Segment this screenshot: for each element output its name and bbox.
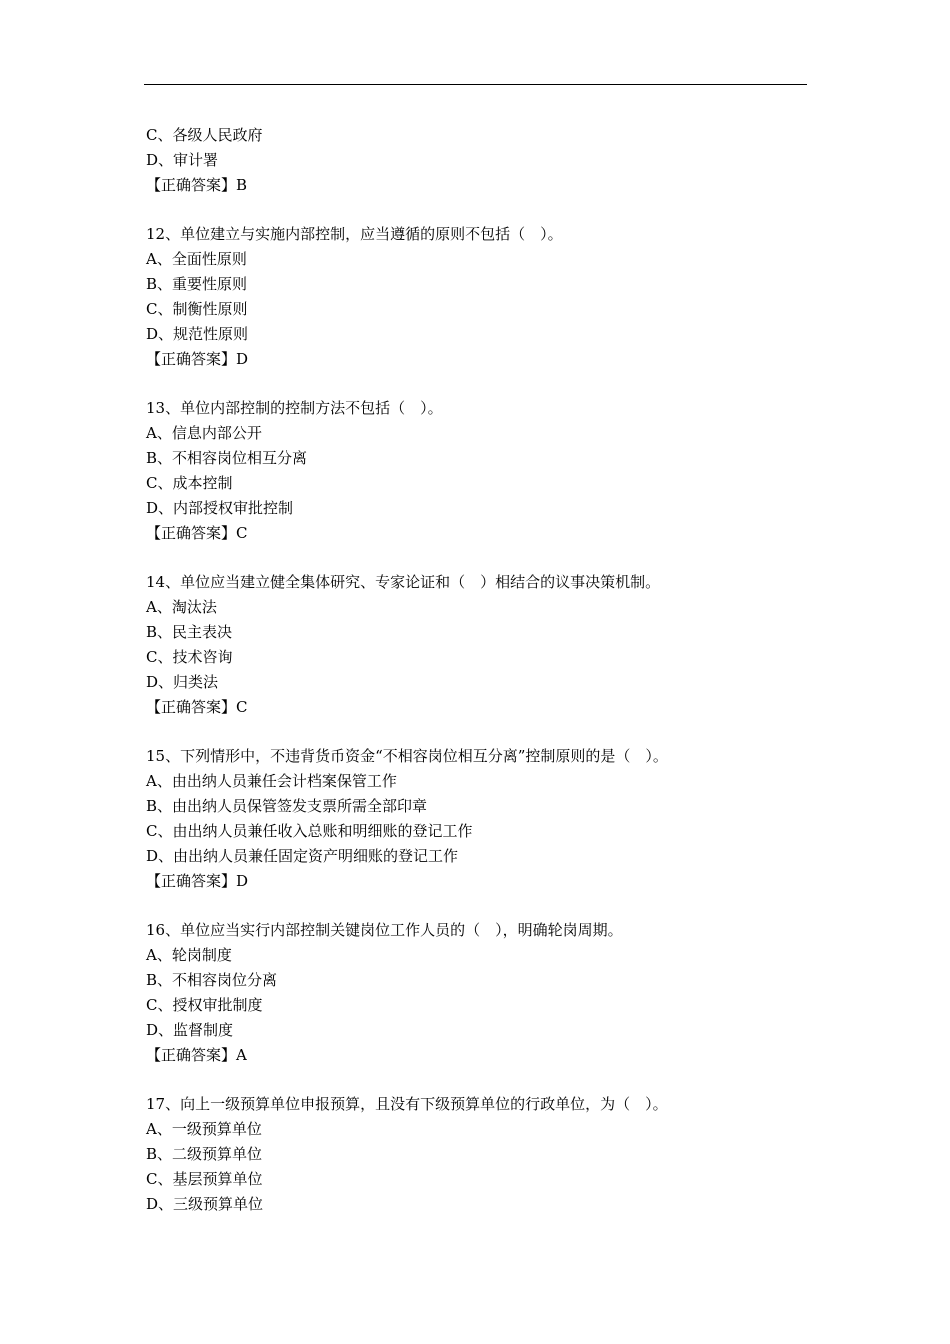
answer: 【正确答案】D xyxy=(146,350,249,368)
answer: 【正确答案】C xyxy=(146,524,248,542)
option: D、内部授权审批控制 xyxy=(146,499,294,517)
option: B、不相容岗位分离 xyxy=(146,971,278,989)
option: C、成本控制 xyxy=(146,474,233,492)
option: A、一级预算单位 xyxy=(146,1120,262,1138)
option: D、审计署 xyxy=(146,151,219,169)
option: B、不相容岗位相互分离 xyxy=(146,449,308,467)
document-body xyxy=(146,123,806,1217)
answer: 【正确答案】D xyxy=(146,872,249,890)
question-stem: 12、单位建立与实施内部控制，应当遵循的原则不包括（ ）。 xyxy=(146,225,563,243)
option: A、轮岗制度 xyxy=(146,946,232,964)
question-stem: 13、单位内部控制的控制方法不包括（ ）。 xyxy=(146,399,443,417)
question-12 xyxy=(146,222,806,372)
question-13 xyxy=(146,396,806,546)
option: C、基层预算单位 xyxy=(146,1170,263,1188)
question-stem: 16、单位应当实行内部控制关键岗位工作人员的（ ），明确轮岗周期。 xyxy=(146,921,623,939)
answer: 【正确答案】A xyxy=(146,1046,247,1064)
question-15 xyxy=(146,744,806,894)
question-stem: 17、向上一级预算单位申报预算，且没有下级预算单位的行政单位，为（ ）。 xyxy=(146,1095,668,1113)
option: D、监督制度 xyxy=(146,1021,234,1039)
answer: 【正确答案】C xyxy=(146,698,248,716)
option: C、授权审批制度 xyxy=(146,996,263,1014)
question-stem: 14、单位应当建立健全集体研究、专家论证和（ ）相结合的议事决策机制。 xyxy=(146,573,661,591)
option: C、制衡性原则 xyxy=(146,300,248,318)
option: D、三级预算单位 xyxy=(146,1195,264,1213)
option: B、民主表决 xyxy=(146,623,233,641)
option: A、信息内部公开 xyxy=(146,424,262,442)
option: D、规范性原则 xyxy=(146,325,249,343)
option: B、二级预算单位 xyxy=(146,1145,263,1163)
option: C、各级人民政府 xyxy=(146,126,263,144)
option: A、全面性原则 xyxy=(146,250,247,268)
lead-in-block xyxy=(146,123,806,198)
option: D、由出纳人员兼任固定资产明细账的登记工作 xyxy=(146,847,459,865)
option: A、淘汰法 xyxy=(146,598,217,616)
header-rule xyxy=(144,84,807,85)
option: B、由出纳人员保管签发支票所需全部印章 xyxy=(146,797,428,815)
option: A、由出纳人员兼任会计档案保管工作 xyxy=(146,772,397,790)
option: B、重要性原则 xyxy=(146,275,248,293)
answer: 【正确答案】B xyxy=(146,176,248,194)
option: D、归类法 xyxy=(146,673,219,691)
question-stem: 15、下列情形中，不违背货币资金“不相容岗位相互分离”控制原则的是（ ）。 xyxy=(146,747,668,765)
question-14 xyxy=(146,570,806,720)
question-17 xyxy=(146,1092,806,1217)
question-16 xyxy=(146,918,806,1068)
option: C、技术咨询 xyxy=(146,648,233,666)
option: C、由出纳人员兼任收入总账和明细账的登记工作 xyxy=(146,822,473,840)
